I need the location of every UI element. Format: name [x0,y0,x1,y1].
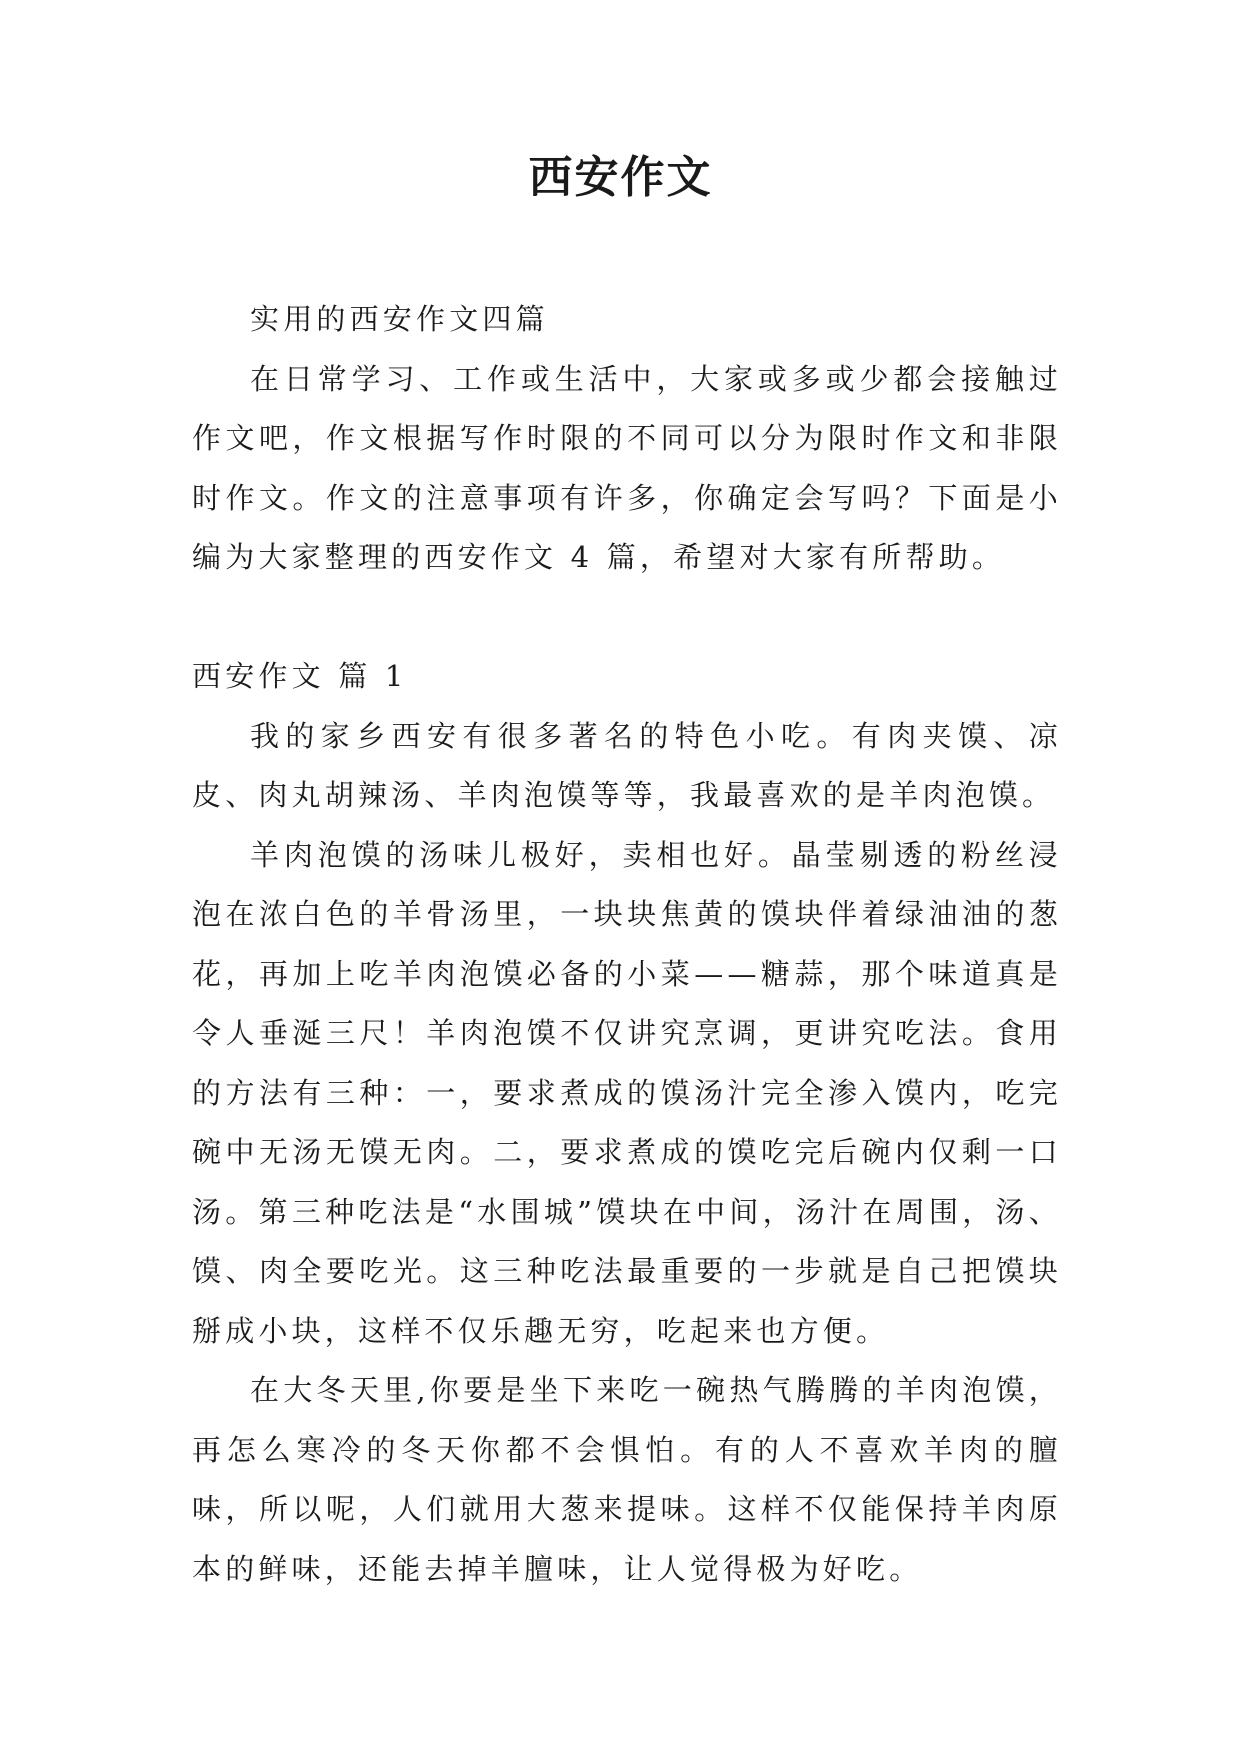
document-body [192,290,1062,1599]
paragraph-2: 羊肉泡馍的汤味儿极好，卖相也好。晶莹剔透的粉丝浸泡在浓白色的羊骨汤里，一块块焦黄的馍块伴着绿油油的葱花，再加上吃羊肉泡馍必备的小菜——糖蒜，那个味道真是令人垂涎三尺！羊肉泡馍不仅讲究烹调，更讲究吃法。食用的方法有三种：一，要求煮成的馍汤汁完全渗入馍内，吃完碗中无汤无馍无肉。二，要求煮成的馍吃完后碗内仅剩一口汤。第三种吃法是“水围城”馍块在中间，汤汁在周围，汤、馍、肉全要吃光。这三种吃法最重要的一步就是自己把馍块掰成小块，这样不仅乐趣无穷，吃起来也方便。 [192,837,1062,1348]
intro-paragraph: 在日常学习、工作或生活中，大家或多或少都会接触过作文吧，作文根据写作时限的不同可以分为限时作文和非限时作文。作文的注意事项有许多，你确定会写吗？下面是小编为大家整理的西安作文 4 篇，希望对大家有所帮助。 [192,361,1062,574]
paragraph-1: 我的家乡西安有很多著名的特色小吃。有肉夹馍、凉皮、肉丸胡辣汤、羊肉泡馍等等，我最喜欢的是羊肉泡馍。 [192,718,1062,812]
paragraph-3: 在大冬天里,你要是坐下来吃一碗热气腾腾的羊肉泡馍，再怎么寒冷的冬天你都不会惧怕。有的人不喜欢羊肉的膻味，所以呢，人们就用大葱来提味。这样不仅能保持羊肉原本的鲜味，还能去掉羊膻味，让人觉得极为好吃。 [192,1373,1062,1586]
section-heading: 西安作文 篇 1 [192,659,408,693]
document-title: 西安作文 [528,152,713,203]
section-spacer [192,588,1062,648]
subtitle: 实用的西安作文四篇 [250,302,549,336]
